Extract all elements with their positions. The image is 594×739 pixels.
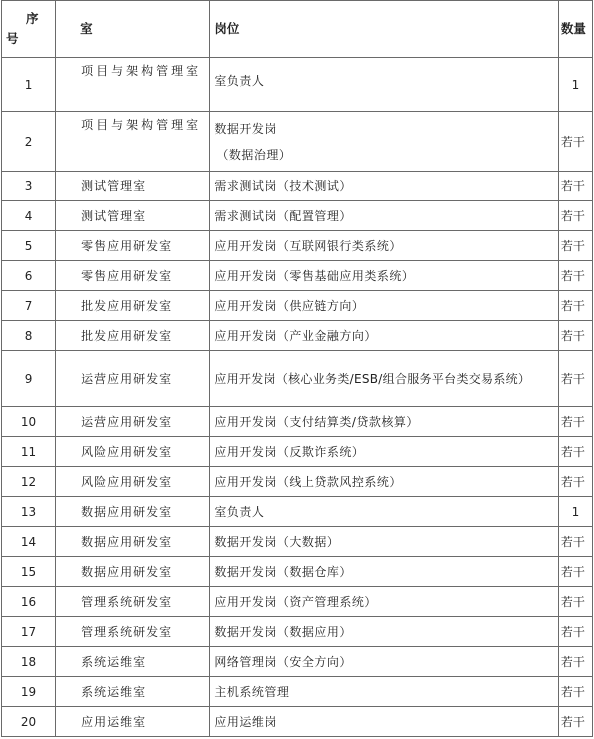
- table-row: [2, 261, 593, 291]
- row-position: 数据开发岗（大数据）: [210, 527, 559, 557]
- table-row: [2, 231, 593, 261]
- row-position: 数据开发岗（数据仓库）: [210, 557, 559, 587]
- row-position: 应用开发岗（供应链方向）: [210, 291, 559, 321]
- row-serial-number: 6: [2, 261, 56, 291]
- row-room: 零售应用研发室: [56, 231, 210, 261]
- header-serial-line2: 号: [6, 31, 19, 46]
- table-row: [2, 201, 593, 231]
- row-count: 若干: [558, 407, 592, 437]
- row-serial-number: 18: [2, 647, 56, 677]
- table-row: [2, 112, 593, 172]
- row-position: 应用运维岗: [210, 707, 559, 737]
- table-row: [2, 467, 593, 497]
- row-count: 若干: [558, 587, 592, 617]
- row-room: 测试管理室: [56, 172, 210, 201]
- table-row: [2, 351, 593, 407]
- header-room: 室: [56, 1, 210, 58]
- row-count: 若干: [558, 437, 592, 467]
- row-room: 管理系统研发室: [56, 587, 210, 617]
- table-header-row: [2, 1, 593, 58]
- row-room: 管理系统研发室: [56, 617, 210, 647]
- row-room: 测试管理室: [56, 201, 210, 231]
- row-serial-number: 13: [2, 497, 56, 527]
- table-row: [2, 321, 593, 351]
- row-room: 项目与架构管理室: [56, 112, 210, 172]
- row-position: 应用开发岗（产业金融方向）: [210, 321, 559, 351]
- job-positions-table: [1, 0, 593, 737]
- row-count: 若干: [558, 172, 592, 201]
- row-position: 应用开发岗（互联网银行类系统）: [210, 231, 559, 261]
- row-room: 运营应用研发室: [56, 351, 210, 407]
- row-count: 若干: [558, 261, 592, 291]
- row-room: 运营应用研发室: [56, 407, 210, 437]
- header-serial-line1: 序: [26, 11, 39, 26]
- table-body: [2, 58, 593, 737]
- table-row: [2, 557, 593, 587]
- row-room: 批发应用研发室: [56, 291, 210, 321]
- row-room: 系统运维室: [56, 647, 210, 677]
- row-position: 需求测试岗（配置管理）: [210, 201, 559, 231]
- table-row: [2, 407, 593, 437]
- row-position: 应用开发岗（资产管理系统）: [210, 587, 559, 617]
- row-room: 批发应用研发室: [56, 321, 210, 351]
- row-serial-number: 20: [2, 707, 56, 737]
- row-position: 需求测试岗（技术测试）: [210, 172, 559, 201]
- row-position: 网络管理岗（安全方向）: [210, 647, 559, 677]
- row-position: 应用开发岗（支付结算类/贷款核算）: [210, 407, 559, 437]
- row-serial-number: 9: [2, 351, 56, 407]
- row-count: 若干: [558, 527, 592, 557]
- table-row: [2, 677, 593, 707]
- table-row: [2, 437, 593, 467]
- header-serial-number: [2, 1, 56, 58]
- table-row: [2, 527, 593, 557]
- row-count: 若干: [558, 321, 592, 351]
- row-position: 室负责人: [210, 58, 559, 112]
- row-serial-number: 19: [2, 677, 56, 707]
- table-row: [2, 58, 593, 112]
- row-position: 室负责人: [210, 497, 559, 527]
- row-serial-number: 4: [2, 201, 56, 231]
- table-row: [2, 172, 593, 201]
- table-row: [2, 291, 593, 321]
- row-serial-number: 7: [2, 291, 56, 321]
- row-position-sub: （数据治理）: [216, 147, 292, 162]
- row-serial-number: 16: [2, 587, 56, 617]
- row-room: 数据应用研发室: [56, 497, 210, 527]
- row-count: 若干: [558, 677, 592, 707]
- row-serial-number: 1: [2, 58, 56, 112]
- row-room: 风险应用研发室: [56, 437, 210, 467]
- row-serial-number: 14: [2, 527, 56, 557]
- row-count: 若干: [558, 647, 592, 677]
- row-room: 风险应用研发室: [56, 467, 210, 497]
- row-serial-number: 2: [2, 112, 56, 172]
- table-row: [2, 647, 593, 677]
- row-count: 1: [558, 58, 592, 112]
- row-position: 数据开发岗（数据应用）: [210, 617, 559, 647]
- row-position-main: 数据开发岗: [214, 121, 277, 136]
- row-count: 若干: [558, 351, 592, 407]
- row-serial-number: 17: [2, 617, 56, 647]
- row-serial-number: 8: [2, 321, 56, 351]
- row-serial-number: 10: [2, 407, 56, 437]
- row-serial-number: 5: [2, 231, 56, 261]
- row-count: 若干: [558, 201, 592, 231]
- header-position: 岗位: [210, 1, 559, 58]
- row-room: 系统运维室: [56, 677, 210, 707]
- row-count: 若干: [558, 557, 592, 587]
- row-room: 项目与架构管理室: [56, 58, 210, 112]
- row-room: 数据应用研发室: [56, 557, 210, 587]
- row-position: 应用开发岗（反欺诈系统）: [210, 437, 559, 467]
- row-position: 应用开发岗（线上贷款风控系统）: [210, 467, 559, 497]
- row-count: 若干: [558, 707, 592, 737]
- row-count: 若干: [558, 291, 592, 321]
- row-position: 应用开发岗（核心业务类/ESB/组合服务平台类交易系统）: [210, 351, 559, 407]
- row-count: 若干: [558, 467, 592, 497]
- row-room: 应用运维室: [56, 707, 210, 737]
- table-row: [2, 707, 593, 737]
- table-row: [2, 497, 593, 527]
- row-count: 若干: [558, 231, 592, 261]
- row-room: 零售应用研发室: [56, 261, 210, 291]
- row-serial-number: 15: [2, 557, 56, 587]
- row-position: [210, 112, 559, 172]
- row-serial-number: 3: [2, 172, 56, 201]
- header-count: 数量: [558, 1, 592, 58]
- row-position: 应用开发岗（零售基础应用类系统）: [210, 261, 559, 291]
- table-row: [2, 617, 593, 647]
- row-count: 若干: [558, 112, 592, 172]
- row-count: 1: [558, 497, 592, 527]
- table-row: [2, 587, 593, 617]
- row-position: 主机系统管理: [210, 677, 559, 707]
- row-room: 数据应用研发室: [56, 527, 210, 557]
- row-count: 若干: [558, 617, 592, 647]
- row-serial-number: 12: [2, 467, 56, 497]
- row-serial-number: 11: [2, 437, 56, 467]
